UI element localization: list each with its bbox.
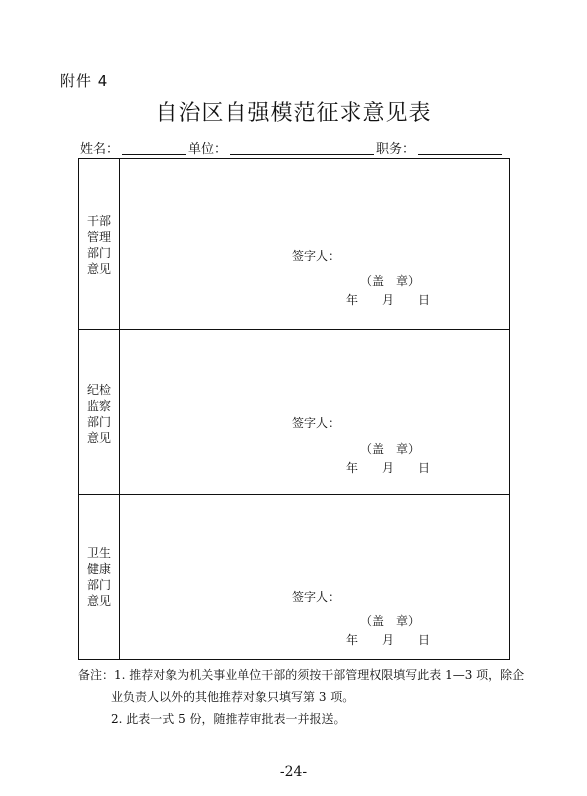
- notes: [78, 664, 525, 730]
- table-row: [79, 159, 510, 330]
- date-label: 年 月 日: [346, 293, 431, 307]
- section-label-cell: [79, 330, 120, 495]
- seal-label: （盖 章）: [360, 614, 421, 628]
- label-line: 卫生: [86, 546, 111, 560]
- attachment-label: 附件 4: [60, 72, 109, 90]
- section-label: [79, 330, 119, 446]
- seal-label: （盖 章）: [360, 274, 421, 288]
- unit-label: 单位：: [188, 142, 228, 157]
- signer-label: 签字人：: [292, 249, 341, 263]
- note-1-text: 1. 推荐对象为机关事业单位干部的须按干部管理权限填写此表 1—3 项，除企: [114, 668, 525, 682]
- signer-label: 签字人：: [292, 416, 341, 430]
- section-label: [79, 495, 119, 609]
- table-row: [79, 495, 510, 660]
- opinion-area[interactable]: [120, 495, 510, 660]
- date-label: 年 月 日: [346, 461, 431, 475]
- page-title: 自治区自强模范征求意见表: [155, 101, 432, 126]
- date-label: 年 月 日: [346, 633, 431, 647]
- note-1: [78, 664, 525, 686]
- signer-label: 签字人：: [292, 590, 341, 604]
- notes-prefix: 备注：: [78, 668, 115, 682]
- position-label: 职务：: [376, 142, 416, 157]
- label-line: 部门: [86, 578, 111, 592]
- label-line: 健康: [86, 562, 111, 576]
- note-2: 2. 此表一式 5 份，随推荐审批表一并报送。: [111, 712, 346, 726]
- name-label: 姓名：: [80, 142, 120, 157]
- page-number: -24-: [279, 764, 308, 780]
- label-line: 意见: [86, 262, 111, 276]
- label-line: 意见: [86, 594, 111, 608]
- seal-label: （盖 章）: [360, 442, 421, 456]
- opinion-table: [78, 158, 510, 660]
- label-line: 纪检: [86, 383, 111, 397]
- section-label: [79, 159, 119, 277]
- position-field[interactable]: [418, 154, 502, 155]
- table-row: [79, 330, 510, 495]
- unit-field[interactable]: [230, 154, 374, 155]
- opinion-area[interactable]: [120, 330, 510, 495]
- label-line: 监察: [86, 399, 111, 413]
- opinion-area[interactable]: [120, 159, 510, 330]
- section-label-cell: [79, 159, 120, 330]
- label-line: 干部: [86, 214, 111, 228]
- info-line: [80, 138, 510, 158]
- label-line: 意见: [86, 431, 111, 445]
- name-field[interactable]: [122, 154, 186, 155]
- label-line: 管理: [86, 230, 111, 244]
- note-1-cont: 业负责人以外的其他推荐对象只填写第 3 项。: [111, 690, 355, 704]
- label-line: 部门: [86, 246, 111, 260]
- section-label-cell: [79, 495, 120, 660]
- label-line: 部门: [86, 415, 111, 429]
